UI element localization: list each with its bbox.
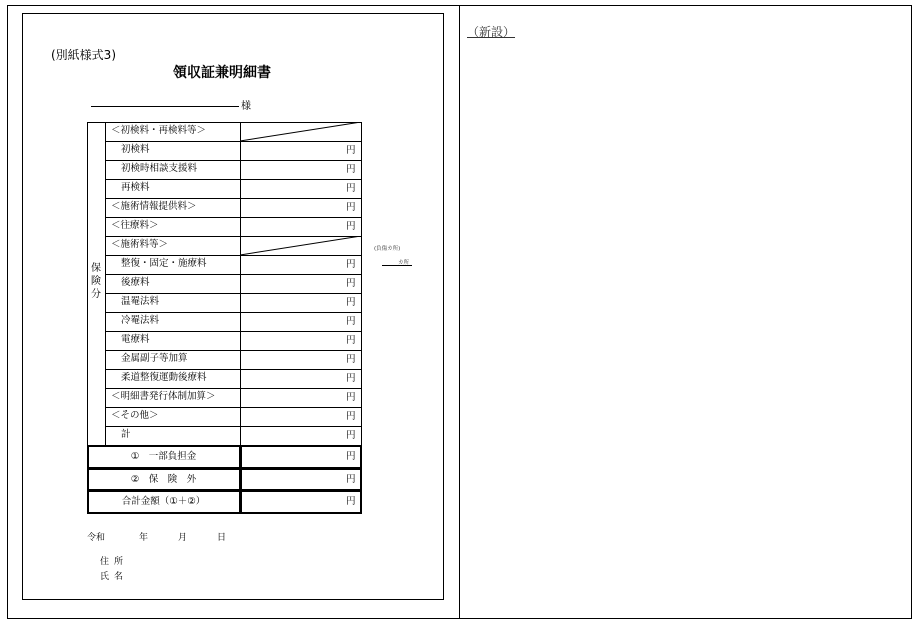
- injury-count-note: (負傷カ所): [374, 246, 401, 252]
- row-label: 再検料: [121, 182, 150, 193]
- row-line: [105, 426, 361, 427]
- row-label: 初検時相談支援料: [121, 163, 198, 174]
- summary-label: ① 一部負担金: [130, 451, 197, 462]
- yen-unit: 円: [346, 183, 356, 194]
- yen-unit: 円: [346, 496, 356, 507]
- summary-amount-box: [240, 468, 362, 492]
- diagonal-strike: [240, 122, 361, 141]
- column-divider: [459, 5, 460, 618]
- yen-unit: 円: [346, 430, 356, 441]
- row-line: [105, 255, 361, 256]
- yen-unit: 円: [346, 451, 356, 462]
- row-label: ＜施術料等＞: [111, 239, 169, 250]
- side-label-char: 分: [91, 289, 101, 300]
- yen-unit: 円: [346, 297, 356, 308]
- row-line: [105, 141, 361, 142]
- table-border-left: [87, 122, 88, 445]
- row-label: 計: [121, 429, 131, 440]
- date-month: 月: [178, 533, 188, 543]
- name-label: 氏名: [100, 572, 129, 582]
- side-label-char: 険: [91, 276, 101, 287]
- table-border-right: [361, 122, 362, 445]
- date-day: 日: [217, 533, 227, 543]
- row-line: [105, 217, 361, 218]
- row-label: 金属副子等加算: [121, 353, 188, 364]
- yen-unit: 円: [346, 392, 356, 403]
- yen-unit: 円: [346, 278, 356, 289]
- yen-unit: 円: [346, 335, 356, 346]
- yen-unit: 円: [346, 259, 356, 270]
- row-line: [105, 179, 361, 180]
- yen-unit: 円: [346, 473, 356, 485]
- yen-unit: 円: [346, 354, 356, 365]
- table-divider-side: [105, 122, 106, 445]
- yen-unit: 円: [346, 221, 356, 232]
- row-line: [105, 369, 361, 370]
- row-label: ＜往療料＞: [111, 220, 159, 231]
- diagonal-strike: [240, 236, 361, 255]
- insurance-side-label: [90, 262, 102, 301]
- receipt-form: [22, 13, 444, 600]
- row-label: 電療料: [121, 334, 150, 345]
- date-year: 年: [139, 533, 149, 543]
- row-line: [105, 160, 361, 161]
- row-line: [105, 293, 361, 294]
- date-era: 令和: [87, 533, 106, 543]
- row-label: 整復・固定・施療料: [121, 258, 207, 269]
- yen-unit: 円: [346, 145, 356, 156]
- yen-unit: 円: [346, 316, 356, 327]
- honorific: 様: [241, 101, 251, 112]
- row-line: [105, 274, 361, 275]
- row-label: 柔道整復運動後療料: [121, 372, 207, 383]
- recipient-name-line: [91, 106, 239, 107]
- new-provision-note: （新設）: [467, 25, 516, 39]
- row-line: [105, 312, 361, 313]
- yen-unit: 円: [346, 164, 356, 175]
- row-label: ＜その他＞: [111, 410, 159, 421]
- summary-label: 合計金額（①＋②）: [121, 496, 206, 507]
- row-line: [105, 331, 361, 332]
- yen-unit: 円: [346, 202, 356, 213]
- summary-amount-box: [240, 490, 362, 514]
- itemized-table: [87, 122, 361, 513]
- row-label: ＜初検料・再検料等＞: [111, 125, 207, 136]
- row-line: [105, 407, 361, 408]
- row-line: [105, 388, 361, 389]
- row-label: ＜明細書発行体制加算＞: [111, 391, 216, 402]
- yen-unit: 円: [346, 373, 356, 384]
- injury-count-unit: カ所: [398, 260, 410, 266]
- row-label: ＜施術情報提供料＞: [111, 201, 197, 212]
- address-label: 住所: [100, 557, 129, 567]
- row-line: [105, 198, 361, 199]
- summary-label: ② 保 険 外: [130, 473, 197, 485]
- table-divider-amount: [240, 122, 241, 445]
- summary-amount-box: [240, 445, 362, 469]
- row-label: 冷罨法料: [121, 315, 160, 326]
- form-title: 領収証兼明細書: [173, 65, 271, 81]
- row-line: [105, 350, 361, 351]
- form-id: (別紙様式3): [51, 48, 116, 62]
- row-label: 初検料: [121, 144, 150, 155]
- row-label: 温罨法料: [121, 296, 160, 307]
- row-label: 後療料: [121, 277, 150, 288]
- yen-unit: 円: [346, 411, 356, 422]
- side-label-char: 保: [91, 263, 101, 274]
